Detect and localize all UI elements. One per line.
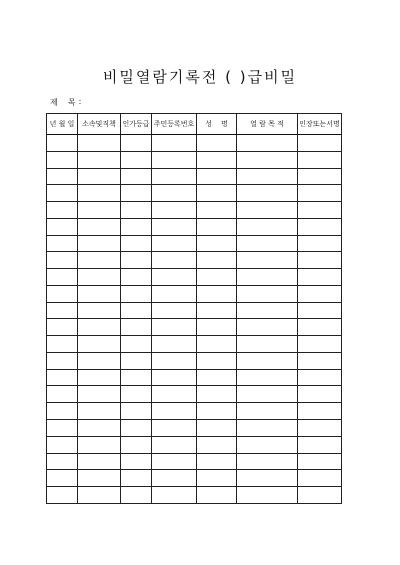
table-cell-affiliation[interactable]	[78, 202, 121, 219]
table-cell-seal[interactable]	[298, 151, 342, 168]
table-cell-affiliation[interactable]	[78, 369, 121, 386]
table-cell-seal[interactable]	[298, 269, 342, 286]
table-cell-purpose[interactable]	[237, 218, 298, 235]
table-cell-date[interactable]	[47, 386, 78, 403]
column-header-date: 년 월 일	[47, 114, 78, 135]
table-row	[47, 403, 342, 420]
table-cell-affiliation[interactable]	[78, 168, 121, 185]
table-cell-resident-id[interactable]	[152, 453, 197, 470]
subject-label: 제 목	[50, 98, 76, 107]
table-row	[47, 352, 342, 369]
table-row	[47, 436, 342, 453]
table-cell-clearance[interactable]	[121, 352, 152, 369]
table-cell-affiliation[interactable]	[78, 403, 121, 420]
table-cell-seal[interactable]	[298, 319, 342, 336]
table-cell-name[interactable]	[197, 369, 237, 386]
table-cell-purpose[interactable]	[237, 168, 298, 185]
table-row	[47, 235, 342, 252]
table-cell-name[interactable]	[197, 470, 237, 487]
table-cell-purpose[interactable]	[237, 336, 298, 353]
table-cell-clearance[interactable]	[121, 369, 152, 386]
table-cell-date[interactable]	[47, 336, 78, 353]
subject-colon: :	[78, 97, 82, 106]
table-cell-resident-id[interactable]	[152, 436, 197, 453]
table-cell-name[interactable]	[197, 218, 237, 235]
table-cell-purpose[interactable]	[237, 151, 298, 168]
table-cell-seal[interactable]	[298, 135, 342, 152]
table-cell-seal[interactable]	[298, 202, 342, 219]
table-cell-seal[interactable]	[298, 386, 342, 403]
table-cell-resident-id[interactable]	[152, 420, 197, 437]
column-header-purpose: 열 람 목 적	[237, 114, 298, 135]
table-cell-resident-id[interactable]	[152, 285, 197, 302]
table-cell-name[interactable]	[197, 185, 237, 202]
table-cell-name[interactable]	[197, 386, 237, 403]
table-cell-affiliation[interactable]	[78, 319, 121, 336]
table-cell-resident-id[interactable]	[152, 202, 197, 219]
table-row	[47, 420, 342, 437]
table-cell-affiliation[interactable]	[78, 218, 121, 235]
table-cell-seal[interactable]	[298, 336, 342, 353]
table-cell-affiliation[interactable]	[78, 470, 121, 487]
table-cell-date[interactable]	[47, 369, 78, 386]
table-cell-purpose[interactable]	[237, 302, 298, 319]
table-cell-seal[interactable]	[298, 470, 342, 487]
table-row	[47, 269, 342, 286]
table-cell-purpose[interactable]	[237, 470, 298, 487]
table-cell-purpose[interactable]	[237, 420, 298, 437]
table-cell-seal[interactable]	[298, 420, 342, 437]
column-header-affiliation: 소속및직책	[78, 114, 121, 135]
table-cell-resident-id[interactable]	[152, 185, 197, 202]
table-cell-purpose[interactable]	[237, 403, 298, 420]
table-cell-name[interactable]	[197, 336, 237, 353]
table-cell-clearance[interactable]	[121, 151, 152, 168]
page-title: 비밀열람기록전 ( )급비밀	[102, 68, 298, 86]
table-cell-resident-id[interactable]	[152, 302, 197, 319]
table-cell-affiliation[interactable]	[78, 235, 121, 252]
table-cell-clearance[interactable]	[121, 302, 152, 319]
table-row	[47, 252, 342, 269]
table-cell-purpose[interactable]	[237, 135, 298, 152]
table-cell-date[interactable]	[47, 470, 78, 487]
table-cell-clearance[interactable]	[121, 487, 152, 504]
table-cell-clearance[interactable]	[121, 168, 152, 185]
table-cell-seal[interactable]	[298, 369, 342, 386]
table-cell-purpose[interactable]	[237, 453, 298, 470]
table-cell-purpose[interactable]	[237, 369, 298, 386]
table-row	[47, 185, 342, 202]
table-cell-purpose[interactable]	[237, 269, 298, 286]
table-row	[47, 168, 342, 185]
table-cell-seal[interactable]	[298, 403, 342, 420]
table-cell-date[interactable]	[47, 352, 78, 369]
table-cell-resident-id[interactable]	[152, 319, 197, 336]
table-cell-name[interactable]	[197, 135, 237, 152]
table-cell-affiliation[interactable]	[78, 352, 121, 369]
table-cell-seal[interactable]	[298, 436, 342, 453]
table-cell-clearance[interactable]	[121, 386, 152, 403]
table-cell-purpose[interactable]	[237, 487, 298, 504]
table-cell-clearance[interactable]	[121, 436, 152, 453]
table-cell-affiliation[interactable]	[78, 285, 121, 302]
table-cell-resident-id[interactable]	[152, 369, 197, 386]
table-cell-seal[interactable]	[298, 185, 342, 202]
table-cell-date[interactable]	[47, 420, 78, 437]
table-cell-date[interactable]	[47, 302, 78, 319]
table-cell-affiliation[interactable]	[78, 386, 121, 403]
table-cell-purpose[interactable]	[237, 285, 298, 302]
table-cell-date[interactable]	[47, 269, 78, 286]
table-cell-date[interactable]	[47, 151, 78, 168]
table-cell-resident-id[interactable]	[152, 151, 197, 168]
table-cell-purpose[interactable]	[237, 436, 298, 453]
table-cell-purpose[interactable]	[237, 319, 298, 336]
table-cell-clearance[interactable]	[121, 470, 152, 487]
table-row	[47, 336, 342, 353]
table-cell-name[interactable]	[197, 403, 237, 420]
table-cell-resident-id[interactable]	[152, 487, 197, 504]
table-cell-resident-id[interactable]	[152, 403, 197, 420]
table-cell-resident-id[interactable]	[152, 386, 197, 403]
table-row	[47, 135, 342, 152]
table-cell-date[interactable]	[47, 202, 78, 219]
table-cell-date[interactable]	[47, 135, 78, 152]
table-cell-clearance[interactable]	[121, 420, 152, 437]
table-cell-date[interactable]	[47, 285, 78, 302]
table-cell-date[interactable]	[47, 235, 78, 252]
table-cell-affiliation[interactable]	[78, 487, 121, 504]
table-cell-name[interactable]	[197, 487, 237, 504]
table-cell-name[interactable]	[197, 302, 237, 319]
table-row	[47, 285, 342, 302]
table-row	[47, 369, 342, 386]
table-cell-purpose[interactable]	[237, 386, 298, 403]
table-cell-clearance[interactable]	[121, 285, 152, 302]
table-cell-name[interactable]	[197, 285, 237, 302]
table-cell-resident-id[interactable]	[152, 252, 197, 269]
table-row	[47, 386, 342, 403]
table-cell-affiliation[interactable]	[78, 151, 121, 168]
table-cell-name[interactable]	[197, 168, 237, 185]
subject-field	[50, 97, 81, 108]
table-row	[47, 470, 342, 487]
table-cell-clearance[interactable]	[121, 319, 152, 336]
table-cell-date[interactable]	[47, 487, 78, 504]
table-cell-purpose[interactable]	[237, 185, 298, 202]
table-cell-seal[interactable]	[298, 168, 342, 185]
table-cell-purpose[interactable]	[237, 352, 298, 369]
table-cell-date[interactable]	[47, 403, 78, 420]
table-cell-date[interactable]	[47, 252, 78, 269]
table-cell-affiliation[interactable]	[78, 269, 121, 286]
table-cell-resident-id[interactable]	[152, 135, 197, 152]
table-cell-seal[interactable]	[298, 453, 342, 470]
table-cell-resident-id[interactable]	[152, 352, 197, 369]
table-cell-clearance[interactable]	[121, 185, 152, 202]
table-cell-resident-id[interactable]	[152, 218, 197, 235]
table-cell-affiliation[interactable]	[78, 252, 121, 269]
table-cell-date[interactable]	[47, 436, 78, 453]
column-header-resident-id: 주민등록번호	[152, 114, 197, 135]
table-cell-date[interactable]	[47, 453, 78, 470]
table-cell-clearance[interactable]	[121, 235, 152, 252]
table-cell-resident-id[interactable]	[152, 235, 197, 252]
column-header-name: 성 명	[197, 114, 237, 135]
table-cell-name[interactable]	[197, 235, 237, 252]
table-cell-seal[interactable]	[298, 218, 342, 235]
table-cell-resident-id[interactable]	[152, 470, 197, 487]
table-cell-affiliation[interactable]	[78, 135, 121, 152]
table-cell-date[interactable]	[47, 319, 78, 336]
table-cell-clearance[interactable]	[121, 135, 152, 152]
table-cell-date[interactable]	[47, 168, 78, 185]
table-cell-purpose[interactable]	[237, 235, 298, 252]
table-cell-clearance[interactable]	[121, 202, 152, 219]
table-cell-clearance[interactable]	[121, 252, 152, 269]
table-cell-name[interactable]	[197, 151, 237, 168]
table-cell-seal[interactable]	[298, 252, 342, 269]
table-cell-resident-id[interactable]	[152, 336, 197, 353]
table-cell-clearance[interactable]	[121, 403, 152, 420]
table-cell-seal[interactable]	[298, 302, 342, 319]
table-cell-seal[interactable]	[298, 285, 342, 302]
table-cell-clearance[interactable]	[121, 453, 152, 470]
column-header-seal: 인장또는서명	[298, 114, 342, 135]
table-cell-affiliation[interactable]	[78, 420, 121, 437]
table-cell-purpose[interactable]	[237, 202, 298, 219]
table-row	[47, 302, 342, 319]
table-cell-affiliation[interactable]	[78, 336, 121, 353]
table-cell-affiliation[interactable]	[78, 302, 121, 319]
table-cell-name[interactable]	[197, 352, 237, 369]
table-cell-resident-id[interactable]	[152, 168, 197, 185]
table-row	[47, 218, 342, 235]
table-row	[47, 202, 342, 219]
table-cell-date[interactable]	[47, 218, 78, 235]
table-row	[47, 453, 342, 470]
table-cell-name[interactable]	[197, 420, 237, 437]
table-row	[47, 151, 342, 168]
table-cell-seal[interactable]	[298, 352, 342, 369]
table-cell-name[interactable]	[197, 436, 237, 453]
table-cell-resident-id[interactable]	[152, 269, 197, 286]
table-row	[47, 319, 342, 336]
table-cell-seal[interactable]	[298, 235, 342, 252]
table-body	[47, 135, 342, 504]
table-header-row	[47, 114, 342, 135]
table-cell-affiliation[interactable]	[78, 185, 121, 202]
table-cell-affiliation[interactable]	[78, 436, 121, 453]
reading-log-table	[46, 113, 342, 504]
column-header-clearance: 인가등급	[121, 114, 152, 135]
table-cell-seal[interactable]	[298, 487, 342, 504]
table-cell-name[interactable]	[197, 202, 237, 219]
table-cell-clearance[interactable]	[121, 269, 152, 286]
table-cell-date[interactable]	[47, 185, 78, 202]
table-cell-affiliation[interactable]	[78, 453, 121, 470]
table-cell-name[interactable]	[197, 252, 237, 269]
table-row	[47, 487, 342, 504]
table-cell-name[interactable]	[197, 319, 237, 336]
table-cell-name[interactable]	[197, 269, 237, 286]
table-cell-clearance[interactable]	[121, 336, 152, 353]
table-cell-name[interactable]	[197, 453, 237, 470]
table-cell-clearance[interactable]	[121, 218, 152, 235]
table-cell-purpose[interactable]	[237, 252, 298, 269]
